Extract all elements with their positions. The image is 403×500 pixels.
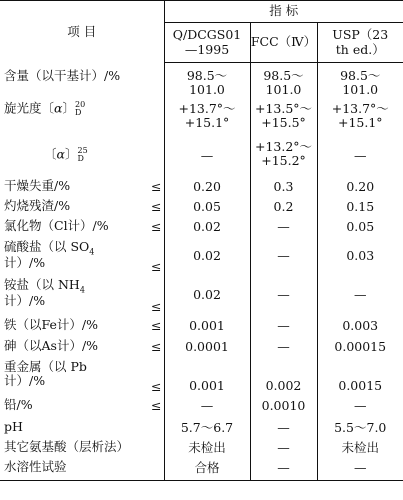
value-a: 0.02 (164, 278, 250, 318)
value-a: 98.5～ 101.0 (164, 63, 250, 101)
le-sign: ≤ (151, 198, 162, 214)
value-b: 0.002 (250, 360, 317, 398)
header-col-c-label: USP（23 th ed.） (332, 27, 389, 57)
value-b: 98.5～ 101.0 (250, 63, 317, 101)
value-c: 未检出 (317, 440, 403, 460)
header-col-b (250, 23, 317, 63)
value-c: 0.00015 (317, 339, 403, 360)
value-b: — (250, 440, 317, 460)
value-a: 0.001 (164, 360, 250, 398)
value-a: 0.02 (164, 219, 250, 240)
value-b: — (250, 318, 317, 339)
table-row (0, 339, 403, 360)
table-row (0, 398, 403, 420)
item-cell (0, 318, 164, 339)
item-sub: D (74, 107, 82, 117)
item-label: pH (4, 418, 23, 434)
item-label: 含量（以干基计）/% (4, 67, 121, 83)
header-item-label: 项 目 (67, 23, 97, 39)
table-row (0, 240, 403, 278)
value-b: +13.5°～ +15.5° (250, 101, 317, 139)
value-b: 0.0010 (250, 398, 317, 420)
table-row (0, 318, 403, 339)
value-a: 0.001 (164, 318, 250, 339)
value-c: 0.05 (317, 219, 403, 240)
value-c: +13.7°～ +15.1° (317, 101, 403, 139)
item-cell (0, 339, 164, 360)
value-a: 0.02 (164, 240, 250, 278)
value-a: — (164, 139, 250, 179)
value-b: — (250, 278, 317, 318)
item-cell: 重金属（以 Pb 计）/% ≤ (4, 358, 162, 394)
value-c: 0.03 (317, 240, 403, 278)
item-cell (0, 199, 164, 219)
value-c: — (317, 460, 403, 481)
header-item (0, 1, 164, 63)
value-c: — (317, 398, 403, 420)
header-col-a-label: Q/DCGS01 —1995 (172, 27, 242, 57)
header-index-label: 指 标 (269, 3, 299, 19)
value-b: — (250, 420, 317, 440)
item-sup: 25 (77, 145, 88, 155)
item-sub: D (77, 153, 84, 163)
value-b: +13.2°～ +15.2° (250, 139, 317, 179)
item-cell (0, 420, 164, 440)
le-sign: ≤ (151, 218, 162, 234)
value-b: — (250, 219, 317, 240)
value-a: 未检出 (164, 440, 250, 460)
value-c: — (317, 278, 403, 318)
le-sign: ≤ (151, 178, 162, 194)
value-c: 0.003 (317, 318, 403, 339)
item-cell: 旋光度〔α〕20 D (4, 99, 86, 117)
item-cell (0, 460, 164, 481)
value-a: 0.20 (164, 179, 250, 199)
le-sign: ≤ (151, 298, 162, 314)
item-cell: 〔α〕25 D (44, 145, 88, 163)
header-col-a (164, 23, 250, 63)
item-cell (0, 398, 164, 420)
value-a: 5.7～6.7 (164, 420, 250, 440)
header-col-b-label: FCC（Ⅳ） (250, 34, 317, 50)
table-row (0, 139, 403, 179)
header-col-c (317, 23, 403, 63)
value-c: 0.0015 (317, 360, 403, 398)
value-b: — (250, 460, 317, 481)
table-row (0, 460, 403, 481)
value-c: — (317, 139, 403, 179)
value-b: — (250, 339, 317, 360)
le-sign: ≤ (151, 317, 162, 333)
item-cell (0, 179, 164, 199)
value-a: 合格 (164, 460, 250, 481)
value-a: 0.0001 (164, 339, 250, 360)
item-label: 铁（以Fe计）/% (4, 316, 98, 332)
item-sup: 20 (74, 99, 86, 109)
item-label: 灼烧残渣/% (4, 197, 71, 213)
le-sign: ≤ (151, 378, 162, 394)
item-label: 水溶性试验 (4, 458, 67, 474)
item-label: 砷（以As计）/% (4, 337, 99, 353)
le-sign: ≤ (151, 397, 162, 413)
value-a: +13.7°～ +15.1° (164, 101, 250, 139)
table-row (0, 360, 403, 398)
item-cell: 硫酸盐（以 $SO_4$ 计）/% ≤ (4, 238, 162, 274)
table-row (0, 278, 403, 318)
item-label: 氯化物（Cl计）/% (4, 217, 109, 233)
item-label: 铅/% (4, 396, 33, 412)
value-a: — (164, 398, 250, 420)
header-index (164, 1, 403, 23)
table-row (0, 420, 403, 440)
item-cell (0, 219, 164, 240)
value-b: 0.2 (250, 199, 317, 219)
table-row (0, 440, 403, 460)
le-sign: ≤ (151, 338, 162, 354)
value-a: 0.05 (164, 199, 250, 219)
value-c: 98.5～ 101.0 (317, 63, 403, 101)
item-cell (0, 440, 164, 460)
item-label: 干燥失重/% (4, 177, 71, 193)
value-b: — (250, 240, 317, 278)
value-c: 0.15 (317, 199, 403, 219)
table-row (0, 101, 403, 139)
item-label: 其它氨基酸（层析法） (4, 438, 130, 454)
table-row (0, 63, 403, 101)
le-sign: ≤ (151, 258, 162, 274)
table-row (0, 179, 403, 199)
table-row (0, 199, 403, 219)
item-cell: 铵盐（以 $NH_4$ 计）/% ≤ (4, 276, 162, 314)
value-c: 5.5～7.0 (317, 420, 403, 440)
value-b: 0.3 (250, 179, 317, 199)
item-cell (0, 63, 164, 101)
value-c: 0.20 (317, 179, 403, 199)
table-row (0, 219, 403, 240)
